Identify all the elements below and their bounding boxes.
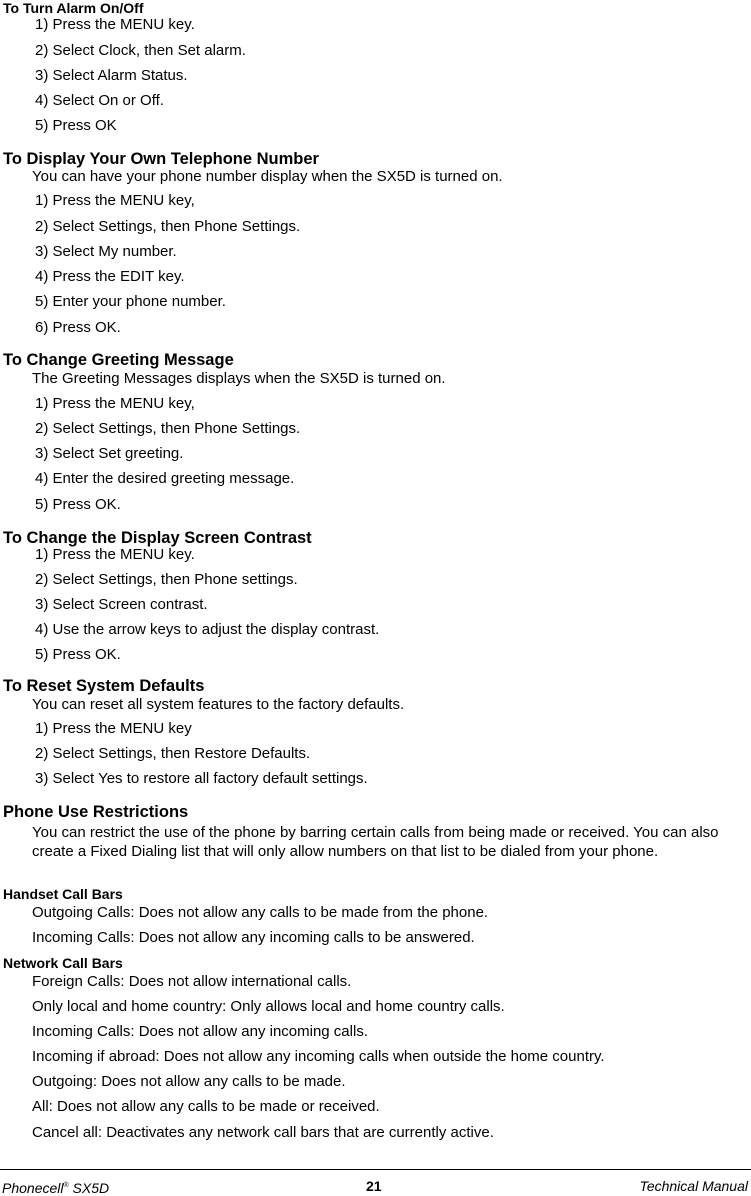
list-item: 4) Enter the desired greeting message. xyxy=(35,470,295,487)
list-item: 1) Press the MENU key, xyxy=(35,192,195,209)
list-item: 4) Use the arrow keys to adjust the display contrast. xyxy=(35,621,380,638)
list-item: 2) Select Clock, then Set alarm. xyxy=(35,42,246,59)
registered-mark: ® xyxy=(63,1182,69,1189)
list-item: 6) Press OK. xyxy=(35,319,121,336)
heading-network-call-bars: Network Call Bars xyxy=(3,955,123,971)
footer-product xyxy=(2,1178,109,1196)
list-item: 2) Select Settings, then Phone Settings. xyxy=(35,420,301,437)
footer-doc-title: Technical Manual xyxy=(639,1178,748,1194)
list-item: 5) Enter your phone number. xyxy=(35,293,226,310)
heading-reset-defaults: To Reset System Defaults xyxy=(3,677,205,695)
section-intro: You can restrict the use of the phone by barring certain calls from being made or received. You can also create a Fixed Dialing list that will only allow numbers on that list to be dialed from your phone. xyxy=(32,824,719,860)
section-intro: The Greeting Messages displays when the SX5D is turned on. xyxy=(32,370,446,387)
list-item: 4) Select On or Off. xyxy=(35,92,164,109)
heading-change-greeting: To Change Greeting Message xyxy=(3,351,234,369)
list-item: 4) Press the EDIT key. xyxy=(35,268,185,285)
section-intro: You can reset all system features to the factory defaults. xyxy=(32,696,405,713)
heading-turn-alarm: To Turn Alarm On/Off xyxy=(3,0,144,16)
footer-product-name: Phonecell xyxy=(2,1180,64,1196)
list-item: Cancel all: Deactivates any network call bars that are currently active. xyxy=(32,1124,494,1141)
list-item: 1) Press the MENU key. xyxy=(35,16,195,33)
list-item: Outgoing: Does not allow any calls to be made. xyxy=(32,1073,346,1090)
list-item: 1) Press the MENU key, xyxy=(35,395,195,412)
heading-phone-use-restrictions: Phone Use Restrictions xyxy=(3,803,189,821)
list-item: 5) Press OK xyxy=(35,117,117,134)
list-item: Incoming if abroad: Does not allow any incoming calls when outside the home country. xyxy=(32,1048,605,1065)
list-item: Incoming Calls: Does not allow any incoming calls to be answered. xyxy=(32,929,475,946)
list-item: Incoming Calls: Does not allow any incoming calls. xyxy=(32,1023,368,1040)
heading-change-contrast: To Change the Display Screen Contrast xyxy=(3,529,312,547)
heading-handset-call-bars: Handset Call Bars xyxy=(3,886,123,902)
section-intro: You can have your phone number display when the SX5D is turned on. xyxy=(32,168,503,185)
list-item: 1) Press the MENU key. xyxy=(35,546,195,563)
footer-divider xyxy=(0,1169,751,1170)
list-item: 2) Select Settings, then Phone settings. xyxy=(35,571,298,588)
list-item: All: Does not allow any calls to be made or received. xyxy=(32,1098,380,1115)
list-item: 3) Select Set greeting. xyxy=(35,445,184,462)
list-item: 5) Press OK. xyxy=(35,646,121,663)
list-item: 1) Press the MENU key xyxy=(35,720,192,737)
list-item: Outgoing Calls: Does not allow any calls to be made from the phone. xyxy=(32,904,489,921)
heading-display-own-number: To Display Your Own Telephone Number xyxy=(3,150,319,168)
list-item: 2) Select Settings, then Phone Settings. xyxy=(35,218,301,235)
list-item: Only local and home country: Only allows local and home country calls. xyxy=(32,998,505,1015)
list-item: 3) Select My number. xyxy=(35,243,177,260)
footer-model: SX5D xyxy=(68,1180,110,1196)
list-item: 3) Select Screen contrast. xyxy=(35,596,208,613)
list-item: 3) Select Alarm Status. xyxy=(35,67,188,84)
list-item: 5) Press OK. xyxy=(35,496,121,513)
page-number: 21 xyxy=(366,1178,382,1194)
list-item: Foreign Calls: Does not allow international calls. xyxy=(32,973,352,990)
list-item: 3) Select Yes to restore all factory default settings. xyxy=(35,770,368,787)
list-item: 2) Select Settings, then Restore Defaults. xyxy=(35,745,311,762)
